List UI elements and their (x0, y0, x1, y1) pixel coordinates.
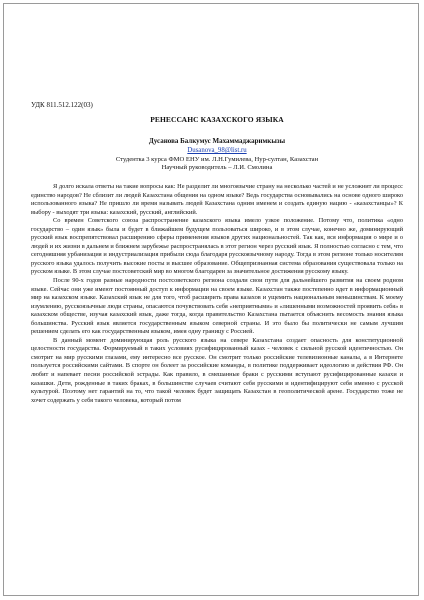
paragraph: После 90-х годов разные народности постсоветского региона создали свои пути для дальнейшего развития на своем родном языке. Сейчас они уже имеют постоянный доступ к информации на своем языке. Казахстан также постепенно идет в информационный мир на казахском языке. Казахский язык не для того, чтоб расширить права казахов и ущемить национальным меньшинствам. К моему изумлению, русскоязычные люди страны, опасаются почувствовать себя «неприятными» и «лишенными возможностей проявить себя» в казахском обществе, изучая казахский язык, даже тогда, когда правительство Казахстана пытается объяснить весомость знания языка большинства. Русский язык является государственным языком северной страны. И это было бы политически не самым лучшим решением сделать его как государственным языком, имея одну границу с Россией. (31, 277, 403, 336)
author-email-line (31, 147, 403, 156)
author-email-link[interactable]: Dusanova_98@list.ru (187, 147, 247, 154)
document-page-frame (3, 3, 419, 596)
article-title: РЕНЕССАНС КАЗАХСКОГО ЯЗЫКА (150, 115, 284, 124)
article-body (31, 183, 403, 405)
author-name: Дусанова Балкумус Махаммаджаримкызы (148, 137, 286, 145)
paragraph: В данный момент доминирующая роль русского языка на севере Казахстана создает опасность для конституционной целостности государства. Формируемый в таких условиях русифицированный казах - человек с сильной русской идентичностью. Он смотрит на мир русскими глазами, ему интересно все русское. Он смотрит только российские телевизионные каналы, а в Интернете пользуется российскими сайтами. В спорте он болеет за российские команды, в политике поддерживает идеологию и действия РФ. Он любит и напевает песни российской эстрады. Как правило, в смешанные браки с русскими вступают русифицированные казахи и казашки. Дети, рожденные в таких браках, в большинстве случаев считают себя русскими и идентифицируют себя именно с русской культурой. Поэтому нет гарантий на то, что такой человек будет защищать Казахстан в геополитической арене. Государство тоже не хочет содержать у себя такого человека, который потом (31, 336, 403, 404)
paragraph: Я долго искала ответы на такие вопросы как: Не разделит ли многоязычие страну на несколько частей и не усложнит ли процесс единство народов? Не сблизит ли людей Казахстана общения на одном языке? Ведь государства основывались на основе одного широко использованного языка? Не пришло ли время называть людей Казахстана одним именем и создать единую нацию - «казахстанцы»? К выбору - выходят три языка: казахский, русский, английский. (31, 183, 403, 216)
udk-code: УДК 811.512.122(03) (31, 101, 93, 109)
paragraph: Со времен Советского союза распространение казахского языка имело узкое положение. Потому что, политика «одно государство – один язык» была и будет в ближайшем будущем пользоваться широко, и в этом случае, конечно же, доминирующий русский язык воспрепятствовал расширению сферы применения языков других национальностей. Так как, вся информация о мире и о людей и их жизни в дальнем и ближнем зарубежье распространялась в этот регион через русский язык. Я полностью согласно с тем, что сегодняшняя урбанизация и индустриализация прибыли сюда благодаря русскоязычному народу. Тогда в этом регионе только носителям русского языка удалось получить высокие посты и высшее образование. Общепризнанная система образования существовала только на русском языке. В этом случае постсоветский мир во многом благодарен за значительное достижения русскому языку. (31, 217, 403, 276)
scientific-advisor: Научный руководитель – Л.И. Смолина (161, 164, 273, 171)
author-affiliation: Студентка 3 курса ФМО ЕНУ им. Л.Н.Гумилева, Нур-султан, Казахстан (115, 155, 319, 163)
